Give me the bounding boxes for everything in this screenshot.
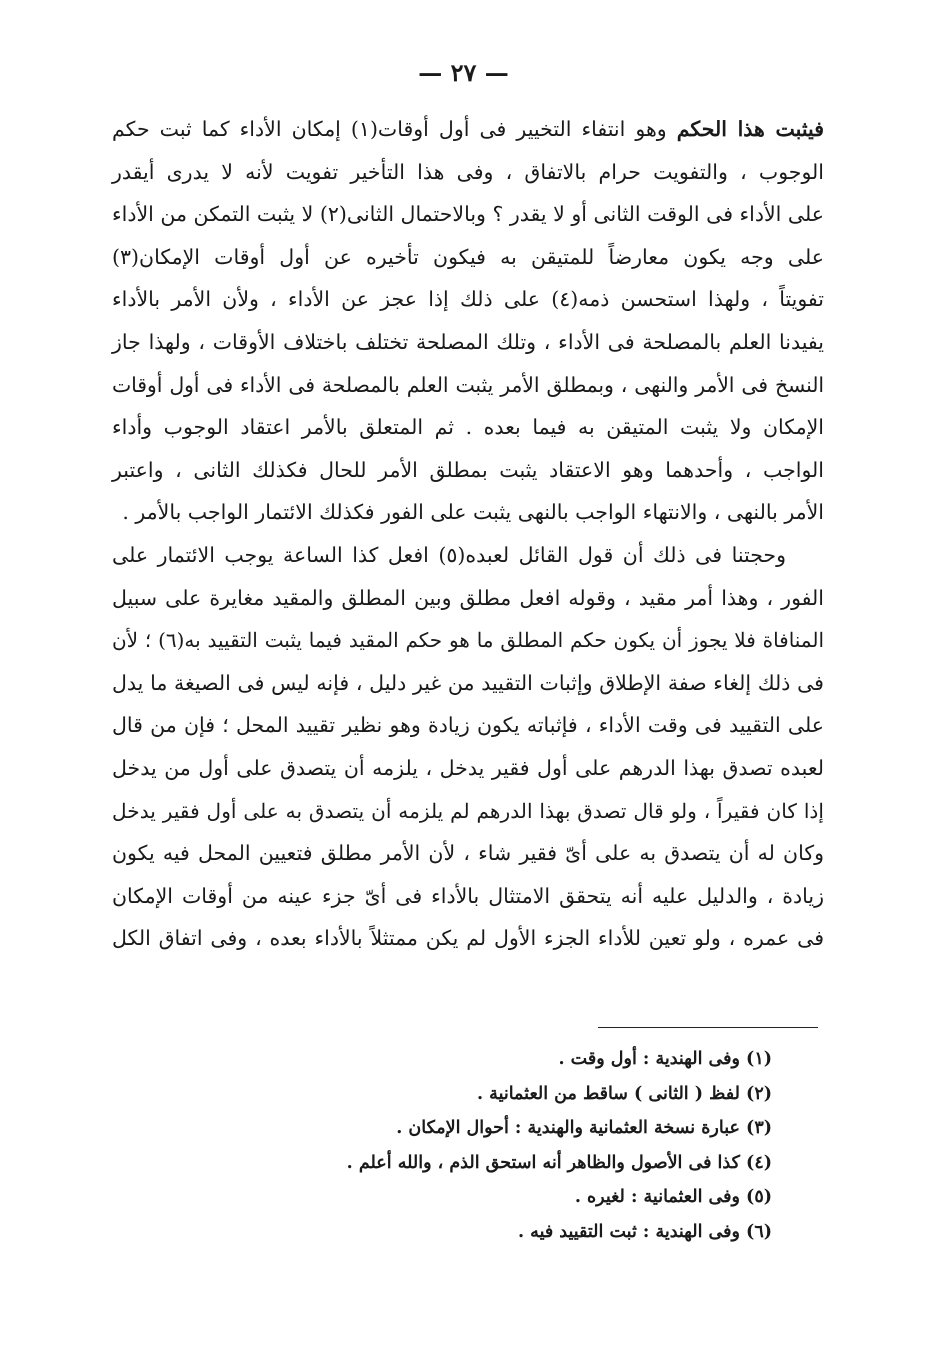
text-line-5: تفويتاً ، ولهذا استحسن ذمه(٤) على ذلك إذا عجز عن الأداء ، ولأن الأمر بالأداء [112,287,824,312]
footnote-separator [598,1027,818,1028]
text-line-15: على التقييد فى وقت الأداء ، فإثباته يكون زيادة وهو نظير تقييد المحل ؛ فإن من قال [112,713,824,738]
text-line-6: يفيدنا العلم بالمصلحة فى الأداء ، وتلك المصلحة تختلف باختلاف الأوقات ، ولهذا جاز [112,329,824,354]
text-line-13: المنافاة فلا يجوز أن يكون حكم المطلق ما هو حكم المقيد فيما يثبت التقييد به(٦) ؛ لأن [112,628,824,653]
text-line-12: الفور ، وهذا أمر مقيد ، وقوله افعل مطلق وبين المطلق والمقيد مغايرة على سبيل [112,585,824,610]
text-line-9: الواجب ، وأحدهما وهو الاعتقاد يثبت بمطلق الأمر للحال فكذلك الثانى ، واعتبر [112,457,824,482]
text-line-7: النسخ فى الأمر والنهى ، وبمطلق الأمر يثبت العلم بالمصلحة فى الأداء فى أول أوقات [112,372,824,397]
footnote-2: (٢) لفظ ( الثانى ) ساقط من العثمانية . [477,1083,772,1104]
footnote-3: (٣) عبارة نسخة العثمانية والهندية : أحوال الإمكان . [396,1118,772,1139]
footnote-6: (٦) وفى الهندية : ثبت التقييد فيه . [518,1221,772,1242]
text-line-14: فى ذلك إلغاء صفة الإطلاق وإثبات التقييد من غير دليل ، فإنه ليس فى الصيغة ما يدل [112,670,824,695]
text-line-8: الإمكان ولا يثبت المتيقن به فيما بعده . ثم المتعلق بالأمر اعتقاد الوجوب وأداء [112,415,824,440]
footnotes [300,1042,772,1250]
page-number: — ٢٧ — [418,58,509,87]
text-line-16: لعبده تصدق بهذا الدرهم على أول فقير يدخل ، يلزمه أن يتصدق على أول من يدخل [112,755,824,780]
main-text [112,108,824,960]
text-line-1: فيثبت هذا الحكم وهو انتفاء التخيير فى أول أوقات(١) إمكان الأداء كما ثبت حكم [112,117,824,141]
text-line-11: وحجتنا فى ذلك أن قول القائل لعبده(٥) افعل كذا الساعة يوجب الائتمار على [112,542,786,567]
text-line-17: إذا كان فقيراً ، ولو قال تصدق بهذا الدرهم لم يلزمه أن يتصدق به على أول فقير يدخل [112,798,824,823]
footnote-5: (٥) وفى العثمانية : لغيره . [574,1187,772,1208]
text-line-10: الأمر بالنهى ، والانتهاء الواجب بالنهى يثبت على الفور فكذلك الائتمار الواجب بالأمر . [122,500,824,525]
footnote-1: (١) وفى الهندية : أول وقت . [558,1049,772,1069]
lead-phrase: فيثبت هذا الحكم [676,117,824,141]
text-line-3: على الأداء فى الوقت الثانى أو لا يقدر ؟ وبالاحتمال الثانى(٢) لا يثبت التمكن من الأداء [112,202,824,227]
text-line-4: على وجه يكون معارضاً للمتيقن به فيكون تأخيره عن أول أوقات الإمكان(٣) [112,244,824,269]
text-line-20: فى عمره ، ولو تعين للأداء الجزء الأول لم يكن ممتثلاً بالأداء بعده ، وفى اتفاق الكل [112,926,824,951]
text-line-18: وكان له أن يتصدق به على أىّ فقير شاء ، لأن الأمر مطلق فتعيين المحل فيه يكون [112,841,824,866]
footnote-4: (٤) كذا فى الأصول والظاهر أنه استحق الذم ، والله أعلم . [346,1152,772,1173]
text-line-2: الوجوب ، والتفويت حرام بالاتفاق ، وفى هذا التأخير تفويت لأنه لا يدرى أيقدر [112,159,824,184]
text-line-19: زيادة ، والدليل عليه أنه يتحقق الامتثال بالأداء فى أىّ جزء عينه من أوقات الإمكان [112,883,824,908]
